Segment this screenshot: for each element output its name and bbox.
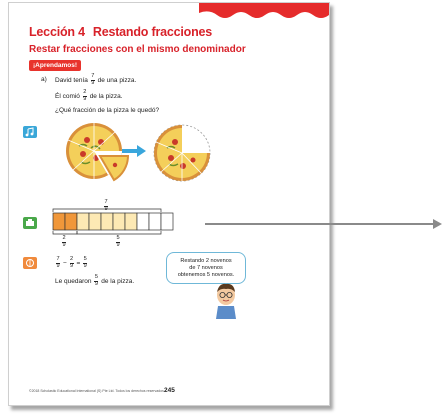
- frac-den: 9: [116, 241, 120, 248]
- frac-den: 9: [83, 95, 87, 102]
- equals-sign: =: [76, 259, 81, 267]
- problem-line-1: [55, 74, 136, 86]
- bar-cell: [53, 213, 65, 230]
- bar-cell: [137, 213, 149, 230]
- frac-num: 5: [94, 274, 98, 280]
- frac-num: 7: [91, 73, 95, 79]
- music-note-icon: [23, 126, 37, 138]
- frac-num: 5: [116, 235, 120, 241]
- line2-post: de la pizza.: [89, 92, 123, 100]
- answer-post: de la pizza.: [101, 277, 135, 285]
- blocks-icon: [23, 217, 37, 229]
- speech-bubble: [166, 252, 246, 284]
- bar-cell: [125, 213, 137, 230]
- frac-den: 9: [83, 262, 87, 269]
- lesson-number: Lección 4: [29, 25, 85, 39]
- brain-icon: [23, 257, 37, 269]
- bar-cell: [89, 213, 101, 230]
- line1-pre: David tenía: [55, 76, 88, 84]
- student-character-illustration: [213, 283, 239, 319]
- bubble-line-3: obtenemos 5 novenos.: [177, 272, 235, 278]
- pizza-remaining-illustration: [149, 120, 215, 186]
- problem-line-2: [55, 90, 123, 102]
- bubble-line-1: Restando 2 novenos: [180, 258, 232, 264]
- bar-cell: [101, 213, 113, 230]
- answer-line: [55, 275, 134, 287]
- right-arrow-icon: [121, 145, 147, 157]
- textbook-page: [8, 2, 330, 406]
- frac-den: 9: [62, 241, 66, 248]
- frac-num: 7: [56, 256, 60, 262]
- bar-cell: [161, 213, 173, 230]
- copyright-footer: ©2018 Scholastic Educational International (S) Pte Ltd. Todos los derechos reservados.: [29, 389, 165, 393]
- subtraction-equation: [55, 257, 88, 269]
- bar-cell: [149, 213, 161, 230]
- header-red-band: [199, 3, 329, 23]
- problem-line-3: ¿Qué fracción de la pizza le quedó?: [55, 107, 160, 114]
- page-number: 245: [164, 387, 175, 394]
- frac-num: 2: [62, 235, 66, 241]
- lesson-title: [29, 25, 212, 39]
- bar-brace-left: [53, 231, 77, 234]
- bubble-line-2: de 7 novenos: [189, 265, 223, 271]
- frac-num: 7: [104, 199, 108, 205]
- bar-cell: [77, 213, 89, 230]
- lesson-name: Restando fracciones: [92, 25, 213, 39]
- bar-brace-right: [77, 231, 161, 234]
- bar-label-left: [61, 236, 67, 248]
- lesson-subtitle: Restar fracciones con el mismo denominador: [29, 44, 246, 55]
- bar-cells: [53, 213, 173, 230]
- minus-sign: −: [62, 259, 67, 267]
- line2-pre: Él comió: [55, 92, 80, 100]
- frac-den: 9: [94, 280, 98, 287]
- bar-cell: [113, 213, 125, 230]
- bar-label-right: [115, 236, 121, 248]
- frac-den: 9: [56, 262, 60, 269]
- frac-den: 9: [91, 79, 95, 86]
- connector-arrow-line: [205, 223, 437, 225]
- fraction-had: [91, 74, 95, 86]
- frac-num: 5: [83, 256, 87, 262]
- line1-post: de una pizza.: [97, 76, 137, 84]
- aprendamos-badge: ¡Aprendamos!: [29, 60, 81, 71]
- item-label: a): [41, 76, 47, 83]
- fraction-bar-model: [51, 199, 211, 253]
- answer-pre: Le quedaron: [55, 277, 92, 285]
- frac-num: 2: [83, 89, 87, 95]
- bar-cell: [65, 213, 77, 230]
- fraction-ate: [83, 90, 87, 102]
- frac-num: 2: [70, 256, 74, 262]
- frac-den: 9: [104, 205, 108, 212]
- bar-label-top: [103, 200, 109, 212]
- frac-den: 9: [70, 262, 74, 269]
- connector-arrow-head-icon: [433, 219, 442, 229]
